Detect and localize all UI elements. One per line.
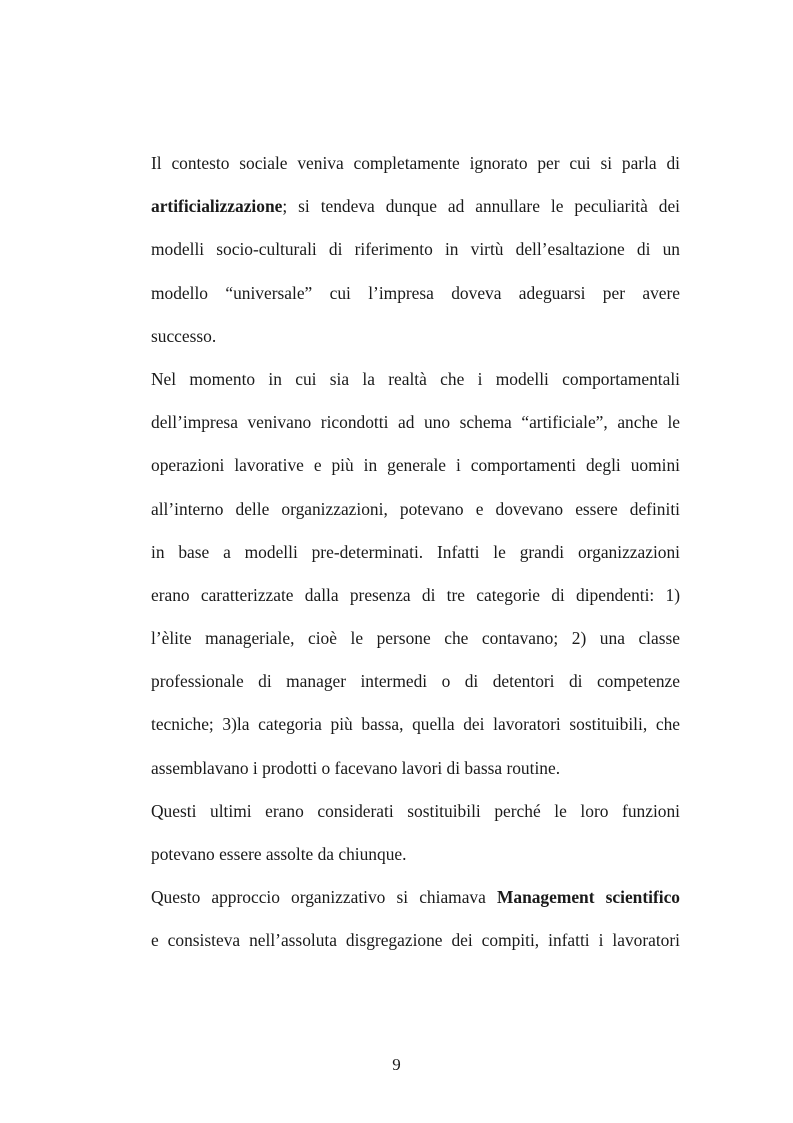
text-run: modello “universale” cui l’impresa doveva adeguarsi per avere	[151, 282, 680, 303]
text-line	[151, 919, 680, 962]
text-line	[151, 833, 680, 876]
text-run: Il contesto sociale veniva completamente ignorato per cui si parla di	[151, 153, 680, 173]
text-line	[151, 142, 680, 185]
text-line	[151, 531, 680, 574]
text-run: modelli socio-culturali di riferimento in virtù dell’esaltazione di un	[151, 239, 680, 260]
text-run: Nel momento in cui sia la realtà che i modelli comportamentali	[151, 368, 680, 389]
text-run: in base a modelli pre-determinati. Infatti le grandi organizzazioni	[151, 541, 680, 562]
page-number: 9	[392, 1055, 401, 1074]
text-run: e consisteva nell’assoluta disgregazione dei compiti, infatti i lavoratori	[151, 930, 680, 951]
text-line	[151, 747, 680, 790]
bold-term: Management scientifico	[496, 887, 680, 908]
paragraph	[151, 142, 680, 358]
text-run: potevano essere assolte da chiunque.	[151, 844, 407, 864]
paragraph	[151, 876, 680, 962]
text-line	[151, 228, 680, 271]
text-line	[151, 444, 680, 487]
paragraph	[151, 358, 680, 790]
text-line	[151, 660, 680, 703]
text-line	[151, 790, 680, 833]
bold-term: artificializzazione	[151, 196, 283, 217]
text-run: assemblavano i prodotti o facevano lavori di bassa routine.	[151, 757, 561, 778]
text-line	[151, 876, 680, 919]
text-line	[151, 185, 680, 228]
text-run: ; si tendeva dunque ad annullare le peculiarità dei	[282, 196, 680, 217]
text-run: erano caratterizzate dalla presenza di tre categorie di dipendenti: 1)	[151, 584, 680, 605]
text-line	[151, 574, 680, 617]
text-run: tecniche; 3)la categoria più bassa, quella dei lavoratori sostituibili, che	[151, 714, 680, 735]
text-run: operazioni lavorative e più in generale i comportamenti degli uomini	[151, 455, 680, 476]
text-run: successo.	[151, 325, 217, 346]
text-run: dell’impresa venivano ricondotti ad uno schema “artificiale”, anche le	[151, 412, 680, 433]
text-line	[151, 488, 680, 531]
text-line	[151, 315, 680, 358]
text-run: l’èlite manageriale, cioè le persone che contavano; 2) una classe	[151, 628, 680, 649]
text-line	[151, 401, 680, 444]
text-line	[151, 358, 680, 401]
text-run: all’interno delle organizzazioni, potevano e dovevano essere definiti	[151, 498, 680, 519]
text-line	[151, 703, 680, 746]
body-text	[151, 142, 680, 963]
text-run: Questo approccio organizzativo si chiamava	[151, 887, 497, 908]
text-line	[151, 617, 680, 660]
paragraph	[151, 790, 680, 876]
text-line	[151, 272, 680, 315]
text-run: professionale di manager intermedi o di detentori di competenze	[151, 671, 680, 692]
text-run: Questi ultimi erano considerati sostituibili perché le loro funzioni	[151, 800, 680, 821]
